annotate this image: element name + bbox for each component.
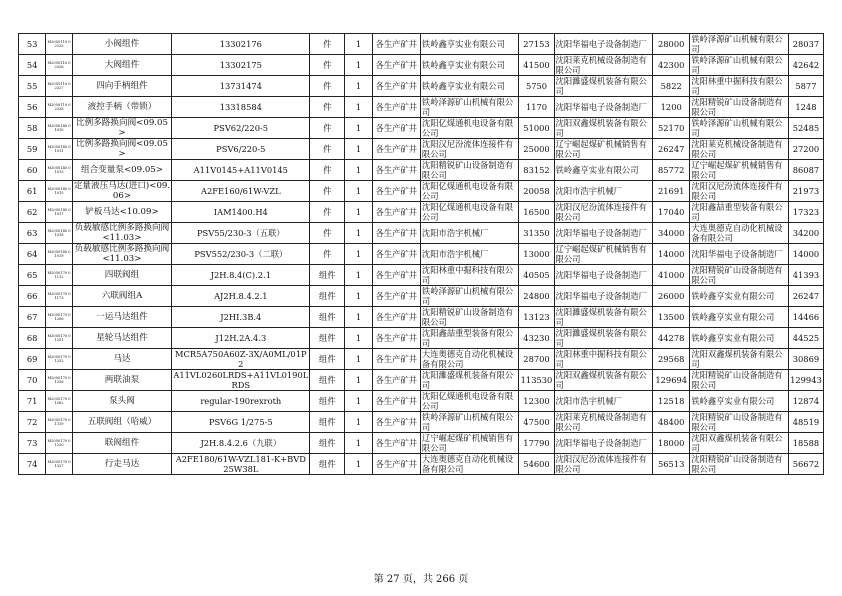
- supplier-3: 辽宁崛起煤矿机械销售有限公司: [690, 160, 789, 181]
- supplier-3: 沈阳双鑫煤机装备有限公司: [690, 433, 789, 454]
- item-model: J2H.8.4.2.6（九联）: [172, 433, 310, 454]
- usage-location: 各生产矿井: [372, 244, 420, 265]
- row-index: 69: [19, 349, 46, 370]
- material-code: M2050140 01015: [46, 181, 72, 202]
- supplier-2: 沈阳华福电子设备制造厂: [554, 286, 653, 307]
- usage-location: 各生产矿井: [372, 328, 420, 349]
- item-unit: 组件: [310, 454, 345, 475]
- item-model: PSV6/220-5: [172, 139, 310, 160]
- price-2: 56513: [653, 454, 690, 475]
- item-quantity: 1: [345, 349, 372, 370]
- item-quantity: 1: [345, 307, 372, 328]
- usage-location: 各生产矿井: [372, 265, 420, 286]
- table-row: [19, 370, 824, 391]
- supplier-1: 沈阳汉尼汾流体连接件有限公司: [420, 139, 519, 160]
- supplier-2: 沈阳华福电子设备制造厂: [554, 223, 653, 244]
- item-quantity: 1: [345, 286, 372, 307]
- supplier-1: 沈阳市浩宇机械厂: [420, 223, 519, 244]
- item-model: 13731474: [172, 76, 310, 97]
- supplier-1: 铁岭鑫亨实业有限公司: [420, 55, 519, 76]
- item-unit: 件: [310, 139, 345, 160]
- usage-location: 各生产矿井: [372, 286, 420, 307]
- supplier-1: 沈阳林重中掘科技有限公司: [420, 265, 519, 286]
- item-name: 四向手柄组件: [72, 76, 172, 97]
- item-unit: 件: [310, 223, 345, 244]
- item-model: A2FE160/61W-VZL: [172, 181, 310, 202]
- item-name: 行走马达: [72, 454, 172, 475]
- table-row: [19, 244, 824, 265]
- item-model: 13318584: [172, 97, 310, 118]
- item-model: A11VL0260LRDS+A11VL0190LRDS: [173, 370, 309, 390]
- item-name: 比例多路换向阀<09.05>: [72, 139, 172, 160]
- price-1: 12300: [519, 391, 554, 412]
- price-3: 28037: [788, 34, 823, 55]
- item-unit: 组件: [310, 433, 345, 454]
- table-row: [19, 202, 824, 223]
- item-model: A2FE180/61W-VZL181-K+BVD25W38L: [172, 454, 310, 475]
- row-index: 59: [19, 139, 46, 160]
- material-code: M2050170 01319: [46, 412, 72, 433]
- price-3: 14000: [788, 244, 823, 265]
- item-quantity: 1: [345, 412, 372, 433]
- usage-location: 各生产矿井: [372, 370, 420, 391]
- price-1: 13123: [519, 307, 554, 328]
- price-3: 52485: [788, 118, 823, 139]
- item-name: 四联阀组: [72, 265, 172, 286]
- price-1: 13000: [519, 244, 554, 265]
- material-code: M2050170 01252: [46, 349, 72, 370]
- table-body: [19, 34, 824, 475]
- usage-location: 各生产矿井: [372, 223, 420, 244]
- supplier-3: 沈阳汉尼汾流体连接件有限公司: [690, 181, 789, 202]
- material-code: M2050170 01262: [46, 391, 72, 412]
- price-2: 26247: [653, 139, 690, 160]
- item-name: 一运马达组件: [72, 307, 172, 328]
- table-row: [19, 286, 824, 307]
- item-unit: 件: [310, 34, 345, 55]
- item-name: 组合变量泵<09.05>: [72, 160, 172, 181]
- supplier-3: 大连奥德克自动化机械设备有限公司: [690, 223, 789, 244]
- row-index: 54: [19, 55, 46, 76]
- supplier-3: 铁岭鑫亨实业有限公司: [690, 328, 789, 349]
- material-code: M2050140 01013: [46, 160, 72, 181]
- supplier-1: 沈阳亿煤通机电设备有限公司: [420, 118, 519, 139]
- supplier-1: 沈阳鑫喆重型装备有限公司: [420, 328, 519, 349]
- price-1: 1170: [519, 97, 554, 118]
- row-index: 61: [19, 181, 46, 202]
- supplier-3: 铁岭泽源矿山机械有限公司: [690, 118, 789, 139]
- row-index: 67: [19, 307, 46, 328]
- supplier-1: 沈阳市浩宇机械厂: [420, 244, 519, 265]
- price-2: 26000: [653, 286, 690, 307]
- item-unit: 组件: [310, 328, 345, 349]
- price-1: 27153: [519, 34, 554, 55]
- row-index: 71: [19, 391, 46, 412]
- item-name: 比例多路换向阀<09.05>: [72, 118, 172, 139]
- procurement-table: [18, 33, 824, 475]
- table-row: [19, 55, 824, 76]
- supplier-2: 沈阳市浩宇机械厂: [554, 181, 653, 202]
- price-1: 16500: [519, 202, 554, 223]
- item-quantity: 1: [345, 181, 372, 202]
- item-model: J2HI.3B.4: [172, 307, 310, 328]
- row-index: 56: [19, 97, 46, 118]
- supplier-3: 铁岭鑫亨实业有限公司: [690, 286, 789, 307]
- row-index: 74: [19, 454, 46, 475]
- supplier-3: 铁岭泽源矿山机械有限公司: [690, 34, 789, 55]
- supplier-2: 沈阳双鑫煤机装备有限公司: [554, 370, 653, 391]
- price-3: 27200: [788, 139, 823, 160]
- item-name: 定量液压马达(进口)<09.06>: [73, 181, 171, 201]
- table-row: [19, 139, 824, 160]
- item-unit: 组件: [310, 349, 345, 370]
- price-1: 31350: [519, 223, 554, 244]
- row-index: 55: [19, 76, 46, 97]
- item-unit: 件: [310, 76, 345, 97]
- item-quantity: 1: [345, 433, 372, 454]
- table-row: [19, 34, 824, 55]
- item-quantity: 1: [345, 223, 372, 244]
- item-quantity: 1: [345, 454, 372, 475]
- row-index: 66: [19, 286, 46, 307]
- supplier-2: 辽宁崛起煤矿机械销售有限公司: [554, 244, 653, 265]
- item-unit: 组件: [310, 391, 345, 412]
- table-row: [19, 97, 824, 118]
- usage-location: 各生产矿井: [372, 34, 420, 55]
- supplier-2: 辽宁崛起煤矿机械销售有限公司: [554, 139, 653, 160]
- item-model: PSV552/230-3（二联）: [172, 244, 310, 265]
- supplier-3: 沈阳双鑫煤机装备有限公司: [690, 349, 789, 370]
- table-row: [19, 160, 824, 181]
- item-model: PSV6G 1/275-5: [172, 412, 310, 433]
- item-quantity: 1: [345, 160, 372, 181]
- supplier-3: 沈阳精锐矿山设备制造有限公司: [690, 412, 789, 433]
- material-code: M2050170 01206: [46, 307, 72, 328]
- item-quantity: 1: [345, 328, 372, 349]
- item-unit: 件: [310, 160, 345, 181]
- item-model: PSV55/230-3（五联）: [172, 223, 310, 244]
- price-3: 34200: [788, 223, 823, 244]
- item-unit: 件: [310, 244, 345, 265]
- price-1: 17790: [519, 433, 554, 454]
- price-3: 14466: [788, 307, 823, 328]
- item-unit: 组件: [310, 286, 345, 307]
- price-3: 42642: [788, 55, 823, 76]
- row-index: 63: [19, 223, 46, 244]
- table-row: [19, 265, 824, 286]
- item-name: 小阀组件: [72, 34, 172, 55]
- price-1: 28700: [519, 349, 554, 370]
- table-row: [19, 349, 824, 370]
- item-unit: 件: [310, 181, 345, 202]
- material-code: M2050140 01018: [46, 223, 72, 244]
- material-code: M2050110 02327: [46, 76, 72, 97]
- price-2: 29568: [653, 349, 690, 370]
- supplier-3: 沈阳莱克机械设备制造有限公司: [690, 139, 789, 160]
- material-code: M2050170 01320: [46, 433, 72, 454]
- usage-location: 各生产矿井: [372, 454, 420, 475]
- supplier-2: 沈阳濉盛煤机装备有限公司: [554, 307, 653, 328]
- price-1: 113530: [519, 370, 554, 391]
- usage-location: 各生产矿井: [372, 307, 420, 328]
- item-model: AJ2H.8.4.2.1: [172, 286, 310, 307]
- item-quantity: 1: [345, 202, 372, 223]
- usage-location: 各生产矿井: [372, 118, 420, 139]
- item-quantity: 1: [345, 97, 372, 118]
- item-name: 铲板马达<10.09>: [72, 202, 172, 223]
- price-1: 51000: [519, 118, 554, 139]
- item-name: 大阀组件: [72, 55, 172, 76]
- table-row: [19, 328, 824, 349]
- usage-location: 各生产矿井: [372, 139, 420, 160]
- supplier-1: 辽宁崛起煤矿机械销售有限公司: [420, 433, 519, 454]
- material-code: M2050170 01251: [46, 328, 72, 349]
- price-2: 52170: [653, 118, 690, 139]
- price-1: 24800: [519, 286, 554, 307]
- row-index: 68: [19, 328, 46, 349]
- item-unit: 件: [310, 97, 345, 118]
- price-1: 5750: [519, 76, 554, 97]
- supplier-1: 大连奥德克自动化机械设备有限公司: [420, 349, 519, 370]
- price-2: 5822: [653, 76, 690, 97]
- supplier-3: 沈阳林重中掘科技有限公司: [690, 76, 789, 97]
- price-3: 41393: [788, 265, 823, 286]
- usage-location: 各生产矿井: [372, 349, 420, 370]
- price-3: 44525: [788, 328, 823, 349]
- price-2: 28000: [653, 34, 690, 55]
- supplier-1: 铁岭鑫亨实业有限公司: [420, 34, 519, 55]
- page-footer: 第 27 页，共 266 页: [373, 574, 469, 585]
- price-2: 17040: [653, 202, 690, 223]
- table-row: [19, 391, 824, 412]
- usage-location: 各生产矿井: [372, 412, 420, 433]
- item-model: 13302176: [172, 34, 310, 55]
- table-row: [19, 223, 824, 244]
- item-name: 负载敏感比例多路换向阀<11.03>: [72, 244, 172, 265]
- price-3: 26247: [788, 286, 823, 307]
- row-index: 53: [19, 34, 46, 55]
- supplier-2: 沈阳市浩宇机械厂: [554, 391, 653, 412]
- price-3: 12874: [788, 391, 823, 412]
- item-name: 马达: [72, 349, 172, 370]
- supplier-2: 沈阳汉尼汾流体连接件有限公司: [554, 202, 653, 223]
- price-3: 129943: [788, 370, 823, 391]
- price-2: 34000: [653, 223, 690, 244]
- item-unit: 件: [310, 55, 345, 76]
- supplier-2: 沈阳莱克机械设备制造有限公司: [554, 55, 653, 76]
- material-code: M2050110 02325: [46, 34, 72, 55]
- item-model: PSV62/220-5: [172, 118, 310, 139]
- price-2: 85772: [653, 160, 690, 181]
- item-quantity: 1: [345, 244, 372, 265]
- material-code: M2050140 01017: [46, 202, 72, 223]
- usage-location: 各生产矿井: [372, 433, 420, 454]
- price-3: 48519: [788, 412, 823, 433]
- price-1: 83152: [519, 160, 554, 181]
- table-row: [19, 307, 824, 328]
- item-unit: 组件: [310, 307, 345, 328]
- supplier-2: 沈阳林重中掘科技有限公司: [554, 349, 653, 370]
- supplier-1: 沈阳亿煤通机电设备有限公司: [420, 202, 519, 223]
- price-3: 5877: [788, 76, 823, 97]
- material-code: M2050140 01011: [46, 139, 72, 160]
- item-model: IAM1400.H4: [172, 202, 310, 223]
- item-model: 13302175: [172, 55, 310, 76]
- supplier-3: 沈阳华福电子设备制造厂: [690, 244, 789, 265]
- row-index: 73: [19, 433, 46, 454]
- item-unit: 件: [310, 118, 345, 139]
- material-code: M2050110 02328: [46, 97, 72, 118]
- item-unit: 组件: [310, 370, 345, 391]
- row-index: 58: [19, 118, 46, 139]
- price-1: 54600: [519, 454, 554, 475]
- supplier-2: 沈阳濉盛煤机装备有限公司: [554, 76, 653, 97]
- supplier-3: 铁岭鑫亨实业有限公司: [690, 391, 789, 412]
- supplier-2: 沈阳濉盛煤机装备有限公司: [554, 328, 653, 349]
- price-1: 40505: [519, 265, 554, 286]
- usage-location: 各生产矿井: [372, 391, 420, 412]
- item-name: 泵头阀: [72, 391, 172, 412]
- price-2: 129694: [653, 370, 690, 391]
- price-3: 1248: [788, 97, 823, 118]
- material-code: M2050140 01019: [46, 244, 72, 265]
- item-name: 五联阀组（哈威）: [72, 412, 172, 433]
- supplier-1: 沈阳精锐矿山设备制造有限公司: [420, 160, 519, 181]
- supplier-2: 沈阳双鑫煤机装备有限公司: [554, 118, 653, 139]
- price-1: 25000: [519, 139, 554, 160]
- row-index: 70: [19, 370, 46, 391]
- item-model: MCR5A750A60Z-3X/A0ML/01P2: [172, 349, 310, 370]
- item-quantity: 1: [345, 55, 372, 76]
- supplier-3: 铁岭鑫亨实业有限公司: [690, 307, 789, 328]
- item-unit: 组件: [310, 412, 345, 433]
- usage-location: 各生产矿井: [372, 97, 420, 118]
- item-quantity: 1: [345, 34, 372, 55]
- item-quantity: 1: [345, 139, 372, 160]
- supplier-1: 铁岭鑫亨实业有限公司: [420, 76, 519, 97]
- price-3: 18588: [788, 433, 823, 454]
- price-3: 56672: [788, 454, 823, 475]
- supplier-1: 沈阳濉盛煤机装备有限公司: [420, 370, 519, 391]
- supplier-1: 沈阳亿煤通机电设备有限公司: [420, 181, 519, 202]
- row-index: 64: [19, 244, 46, 265]
- material-code: M2050170 01112: [46, 265, 72, 286]
- material-code: M2050110 02326: [46, 55, 72, 76]
- price-3: 21973: [788, 181, 823, 202]
- price-1: 41500: [519, 55, 554, 76]
- supplier-3: 沈阳精锐矿山设备制造有限公司: [690, 265, 789, 286]
- price-2: 48400: [653, 412, 690, 433]
- table-row: [19, 118, 824, 139]
- supplier-3: 沈阳精锐矿山设备制造有限公司: [690, 370, 789, 391]
- material-code: M2050140 01010: [46, 118, 72, 139]
- material-code: M2050170 01327: [46, 454, 72, 475]
- price-1: 43230: [519, 328, 554, 349]
- price-2: 21691: [653, 181, 690, 202]
- item-name: 星轮马达组件: [72, 328, 172, 349]
- item-name: 两联油泵: [72, 370, 172, 391]
- price-3: 86087: [788, 160, 823, 181]
- row-index: 65: [19, 265, 46, 286]
- supplier-2: 沈阳华福电子设备制造厂: [554, 265, 653, 286]
- item-name: 联阀组件: [72, 433, 172, 454]
- table-row: [19, 181, 824, 202]
- item-quantity: 1: [345, 265, 372, 286]
- price-3: 17323: [788, 202, 823, 223]
- item-unit: 组件: [310, 265, 345, 286]
- supplier-3: 铁岭泽源矿山机械有限公司: [690, 55, 789, 76]
- usage-location: 各生产矿井: [372, 181, 420, 202]
- usage-location: 各生产矿井: [372, 55, 420, 76]
- item-quantity: 1: [345, 76, 372, 97]
- table-row: [19, 433, 824, 454]
- supplier-1: 沈阳精锐矿山设备制造有限公司: [420, 307, 519, 328]
- item-name: 六联阀组A: [72, 286, 172, 307]
- price-3: 30869: [788, 349, 823, 370]
- item-quantity: 1: [345, 391, 372, 412]
- item-model: J12H.2A.4.3: [172, 328, 310, 349]
- row-index: 72: [19, 412, 46, 433]
- price-2: 14000: [653, 244, 690, 265]
- supplier-2: 沈阳华福电子设备制造厂: [554, 97, 653, 118]
- item-name: 液控手柄（带锁）: [72, 97, 172, 118]
- table-row: [19, 76, 824, 97]
- price-2: 18000: [653, 433, 690, 454]
- supplier-1: 铁岭泽源矿山机械有限公司: [420, 412, 519, 433]
- table-row: [19, 412, 824, 433]
- price-2: 42300: [653, 55, 690, 76]
- supplier-1: 铁岭泽源矿山机械有限公司: [420, 286, 519, 307]
- supplier-2: 沈阳华福电子设备制造厂: [554, 433, 653, 454]
- item-unit: 件: [310, 202, 345, 223]
- supplier-2: 铁岭鑫亨实业有限公司: [554, 160, 653, 181]
- supplier-3: 沈阳精锐矿山设备制造有限公司: [690, 97, 789, 118]
- item-model: A11V0145+A11V0145: [172, 160, 310, 181]
- price-1: 47500: [519, 412, 554, 433]
- usage-location: 各生产矿井: [372, 160, 420, 181]
- supplier-2: 沈阳汉尼汾流体连接件有限公司: [554, 454, 653, 475]
- material-code: M2050170 01256: [46, 370, 72, 391]
- item-model: regular-190rexroth: [172, 391, 310, 412]
- supplier-1: 大连奥德克自动化机械设备有限公司: [420, 454, 519, 475]
- item-model: J2H.8.4(C).2.1: [172, 265, 310, 286]
- supplier-2: 沈阳莱克机械设备制造有限公司: [554, 412, 653, 433]
- row-index: 62: [19, 202, 46, 223]
- price-2: 1200: [653, 97, 690, 118]
- material-code: M2050170 01173: [46, 286, 72, 307]
- price-2: 13500: [653, 307, 690, 328]
- price-2: 12518: [653, 391, 690, 412]
- supplier-2: 沈阳华福电子设备制造厂: [554, 34, 653, 55]
- price-1: 20058: [519, 181, 554, 202]
- supplier-1: 沈阳亿煤通机电设备有限公司: [420, 391, 519, 412]
- price-2: 41000: [653, 265, 690, 286]
- usage-location: 各生产矿井: [372, 76, 420, 97]
- item-quantity: 1: [345, 370, 372, 391]
- supplier-3: 沈阳精锐矿山设备制造有限公司: [690, 454, 789, 475]
- supplier-3: 沈阳鑫喆重型装备有限公司: [690, 202, 789, 223]
- item-quantity: 1: [345, 118, 372, 139]
- table-row: [19, 454, 824, 475]
- row-index: 60: [19, 160, 46, 181]
- supplier-1: 铁岭泽源矿山机械有限公司: [420, 97, 519, 118]
- usage-location: 各生产矿井: [372, 202, 420, 223]
- price-2: 44278: [653, 328, 690, 349]
- item-name: 负载敏感比例多路换向阀<11.03>: [72, 223, 172, 244]
